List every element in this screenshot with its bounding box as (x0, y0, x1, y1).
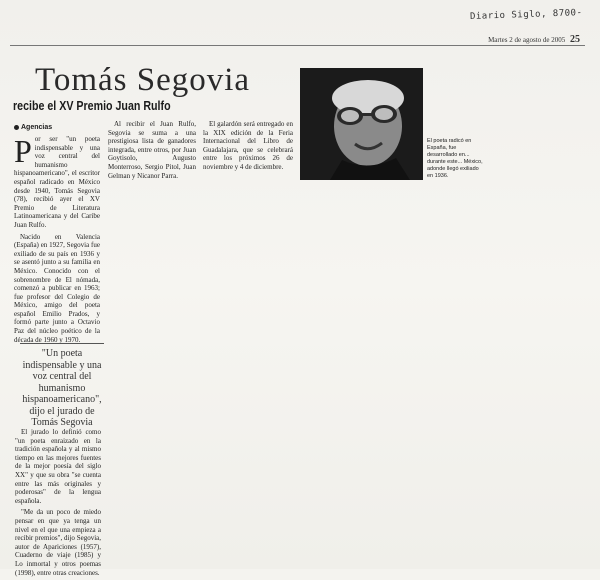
paragraph (14, 135, 100, 230)
paragraph: "Me da un poco de miedo pensar en que ya tenga un nivel en el que una empieza a recibir premios", dijo Segovia, autor de Apariciones (1957), Cuaderno de viaje (1985) y Lo inmortal y otros poemas (1998), entre otras creaciones. (15, 508, 101, 577)
paragraph-text: or ser "un poeta indispensable y una voz central del humanismo hispanoamericano", el escritor español radicado en México desde 1940, Tomás Segovia (78), recibió ayer el XV Premio de Literatura Latinoamericana y del Caribe Juan Rulfo. (14, 135, 100, 229)
article-column-2 (108, 120, 196, 183)
portrait-illustration (300, 68, 423, 180)
agency-label: Agencias (21, 124, 53, 131)
bullet-icon (14, 125, 19, 130)
pull-quote-text: "Un poeta indispensable y una voz central del humanismo hispanoamericano", (22, 348, 102, 405)
paragraph: Al recibir el Juan Rulfo, Segovia se suma a una prestigiosa lista de ganadores integrada, entre otros, por Juan Goytisolo, Augusto Monterroso, Sergio Pitol, Juan Gelman y Nicanor Parra. (108, 120, 196, 180)
byline (14, 124, 52, 131)
paragraph: Nacido en Valencia (España) en 1927, Segovia fue exiliado de su país en 1936 y se asentó junto a su familia en México. Conocido con el sobrenombre de El nómada, comenzó a publicar en 1963; fue profesor del Colegio de México, amigo del poeta español Emilio Prados, y formó parte junto a Octavio Paz del núcleo poético de la década de 1960 y 1970. (14, 232, 100, 344)
article-column-1 (14, 135, 100, 347)
paragraph: El jurado lo definió como "un poeta enraizado en la tradición española y al mismo tiempo en las mejores fuentes de la mejor poesía del siglo XX" y que su obra "se cuenta entre las más originales y poderosas" de la lengua española. (15, 428, 101, 505)
page-number: 25 (570, 34, 580, 45)
drop-cap: P (14, 133, 32, 169)
article-column-3 (203, 120, 293, 175)
header-rule (10, 45, 585, 46)
date-text: Martes 2 de agosto de 2005 (488, 36, 566, 44)
pull-quote (20, 343, 104, 429)
dateline (440, 34, 580, 45)
pull-quote-attribution: dijo el jurado de Tomás Segovia (29, 405, 95, 428)
article-column-1-continued (15, 428, 101, 580)
handwritten-note: Diario Siglo, 8700- (469, 8, 583, 23)
headline: Tomás Segovia (35, 62, 251, 98)
author-portrait-photo (300, 68, 423, 180)
subheadline: recibe el XV Premio Juan Rulfo (13, 98, 171, 113)
photo-caption: El poeta radicó en España, fue desarrollado en... durante este... México, adonde llegó exiliado en 1936. (427, 138, 483, 179)
paragraph: El galardón será entregado en la XIX edición de la Feria Internacional del Libro de Guadalajara, que se celebrará entre los próximos 26 de noviembre y 4 de diciembre. (203, 120, 293, 171)
